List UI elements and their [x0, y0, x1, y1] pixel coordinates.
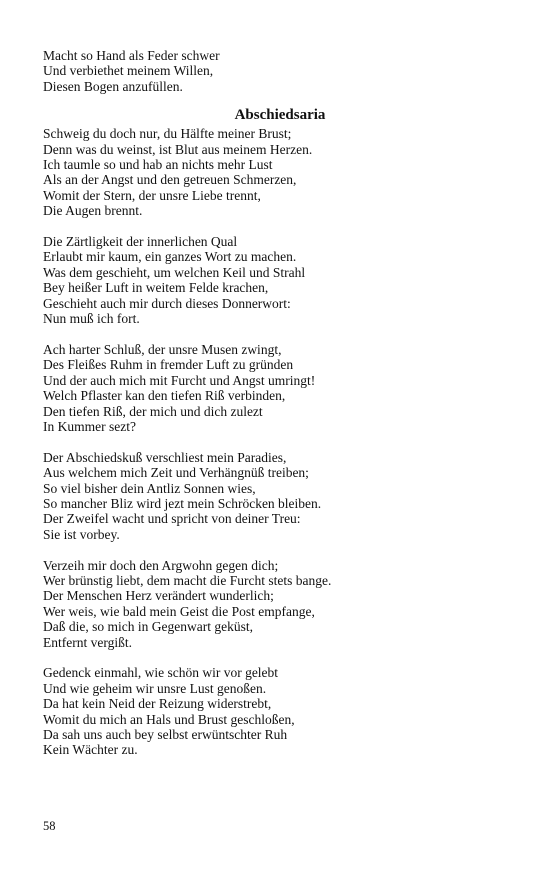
poem-line: Die Zärtligkeit der innerlichen Qual [43, 234, 238, 250]
poem-line: Wer brünstig liebt, dem macht die Furcht stets bange. [43, 572, 332, 588]
poem-line: Sie ist vorbey. [43, 526, 120, 542]
intro-stanza [43, 48, 513, 94]
poem-line: Der Abschiedskuß verschliest mein Paradies, [43, 449, 287, 465]
page-body [43, 48, 513, 773]
poem-line: Entfernt vergißt. [43, 634, 132, 650]
poem-line: Ach harter Schluß, der unsre Musen zwingt, [43, 341, 282, 357]
poem-line: Der Menschen Herz verändert wunderlich; [43, 588, 274, 604]
poem-line: So viel bisher dein Antliz Sonnen wies, [43, 480, 256, 496]
stanza-4 [43, 450, 513, 542]
poem-line: Was dem geschieht, um welchen Keil und Strahl [43, 264, 306, 280]
poem-line: Ich taumle so und hab an nichts mehr Lust [43, 157, 273, 173]
poem-line: Der Zweifel wacht und spricht von deiner Treu: [43, 511, 301, 527]
poem-line: Gedenck einmahl, wie schön wir vor gelebt [43, 665, 279, 681]
poem-line: So mancher Bliz wird jezt mein Schröcken bleiben. [43, 495, 322, 511]
poem-line: Macht so Hand als Feder schwer [43, 48, 220, 63]
poem-line: Den tiefen Riß, der mich und dich zulezt [43, 403, 263, 419]
poem-line: Aus welchem mich Zeit und Verhängnüß treiben; [43, 465, 309, 481]
poem-line: Erlaubt mir kaum, ein ganzes Wort zu machen. [43, 249, 297, 265]
poem-line: Denn was du weinst, ist Blut aus meinem Herzen. [43, 141, 313, 157]
poem-line: Und wie geheim wir unsre Lust genoßen. [43, 680, 267, 696]
poem-line: Da hat kein Neid der Reizung widerstrebt, [43, 696, 272, 712]
poem-title: Abschiedsaria [234, 107, 326, 124]
poem-line: Als an der Angst und den getreuen Schmerzen, [43, 172, 297, 188]
poem-line: Da sah uns auch bey selbst erwüntschter Ruh [43, 726, 288, 742]
stanza-5 [43, 558, 513, 650]
poem-line: Diesen Bogen anzufüllen. [43, 78, 183, 94]
poem-line: Schweig du doch nur, du Hälfte meiner Brust; [43, 126, 292, 142]
page-number: 58 [43, 819, 56, 833]
stanza-1 [43, 126, 513, 218]
stanza-6 [43, 665, 513, 757]
poem-line: Nun muß ich fort. [43, 311, 140, 327]
poem-line: Die Augen brennt. [43, 203, 143, 219]
poem-line: Bey heißer Luft in weitem Felde krachen, [43, 280, 269, 296]
poem-line: Womit du mich an Hals und Brust geschloßen, [43, 711, 295, 727]
poem-line: Und der auch mich mit Furcht und Angst umringt! [43, 372, 316, 388]
stanza-2 [43, 234, 513, 326]
poem-line: Womit der Stern, der unsre Liebe trennt, [43, 187, 261, 203]
poem-line: In Kummer sezt? [43, 418, 136, 434]
poem-line: Und verbiethet meinem Willen, [43, 63, 214, 79]
poem-line: Wer weis, wie bald mein Geist die Post empfange, [43, 603, 315, 619]
poem-line: Welch Pflaster kan den tiefen Riß verbinden, [43, 388, 286, 404]
poem-line: Des Fleißes Ruhm in fremder Luft zu gründen [43, 357, 294, 373]
poem-line: Kein Wächter zu. [43, 742, 138, 758]
poem-line: Geschieht auch mir durch dieses Donnerwort: [43, 295, 291, 311]
poem-line: Verzeih mir doch den Argwohn gegen dich; [43, 557, 279, 573]
stanza-3 [43, 342, 513, 434]
poem-line: Daß die, so mich in Gegenwart geküst, [43, 619, 253, 635]
